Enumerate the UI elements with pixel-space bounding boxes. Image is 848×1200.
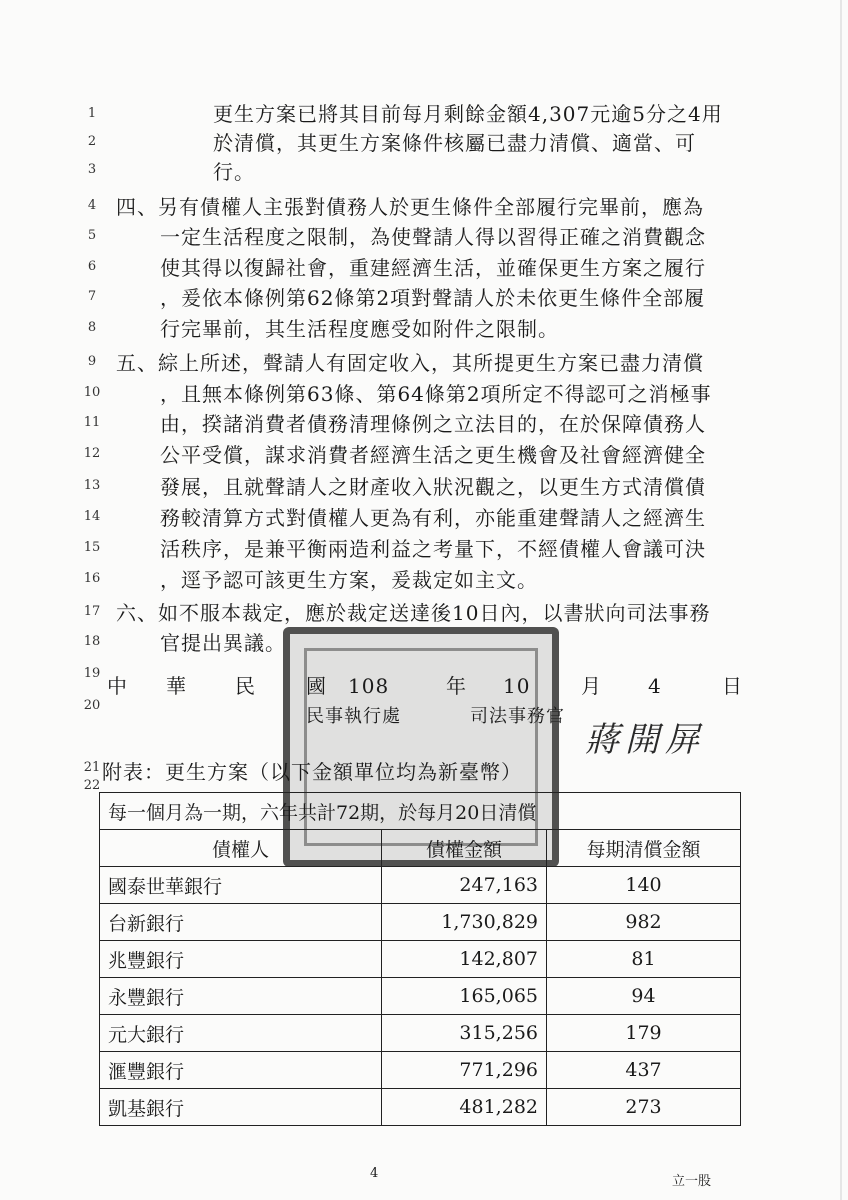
table-header-row (100, 830, 741, 867)
page-number: 4 (370, 1166, 379, 1181)
header-amount: 債權金額 (382, 830, 547, 867)
line-number: 15 (83, 540, 101, 555)
date-year-unit: 年 (446, 674, 467, 698)
department-label: 立一股 (672, 1174, 712, 1189)
line-number: 16 (83, 571, 101, 586)
line-number: 7 (87, 289, 97, 304)
table-caption-row (100, 793, 741, 830)
payment-cell: 437 (547, 1052, 741, 1089)
body-line: 更生方案已將其目前每月剩餘金額4,307元逾5分之4用 (213, 102, 723, 126)
creditor-cell: 元大銀行 (100, 1015, 382, 1052)
line-number: 8 (87, 320, 97, 335)
appendix-title: 附表：更生方案（以下金額單位均為新臺幣） (102, 760, 522, 784)
body-line: 行。 (213, 160, 255, 184)
payment-cell: 179 (547, 1015, 741, 1052)
line-number: 12 (83, 446, 101, 461)
body-line: 使其得以復歸社會，重建經濟生活，並確保更生方案之履行 (160, 256, 706, 280)
amount-cell: 771,296 (382, 1052, 547, 1089)
creditor-cell: 滙豐銀行 (100, 1052, 382, 1089)
repayment-plan-table (99, 792, 741, 1126)
signature-office: 民事執行處 (306, 706, 401, 727)
line-number: 20 (83, 698, 101, 713)
line-number: 9 (87, 354, 97, 369)
amount-cell: 315,256 (382, 1015, 547, 1052)
amount-cell: 165,065 (382, 978, 547, 1015)
body-line: 由，揆諸消費者債務清理條例之立法目的，在於保障債務人 (160, 412, 706, 436)
payment-cell: 94 (547, 978, 741, 1015)
creditor-cell: 台新銀行 (100, 904, 382, 941)
line-number: 11 (83, 415, 101, 430)
table-row (100, 904, 741, 941)
line-number: 18 (83, 634, 101, 649)
body-line: 公平受償，謀求消費者經濟生活之更生機會及社會經濟健全 (160, 443, 706, 467)
table-row (100, 1089, 741, 1126)
paragraph-six-heading-line: 六、如不服本裁定，應於裁定送達後10日內，以書狀向司法事務 (116, 601, 711, 625)
signature-title: 司法事務官 (470, 706, 565, 727)
payment-cell: 273 (547, 1089, 741, 1126)
date-day-unit: 日 (722, 674, 743, 698)
table-caption: 每一個月為一期，六年共計72期，於每月20日清償 (100, 793, 741, 830)
body-line: 行完畢前，其生活程度應受如附件之限制。 (160, 317, 559, 341)
line-number: 13 (83, 478, 101, 493)
line-number: 1 (87, 106, 97, 121)
line-number: 2 (87, 134, 97, 149)
handwritten-signature: 蔣開屏 (585, 720, 705, 760)
line-number: 5 (87, 228, 97, 243)
creditor-cell: 凱基銀行 (100, 1089, 382, 1126)
amount-cell: 481,282 (382, 1089, 547, 1126)
body-line: ，逕予認可該更生方案，爰裁定如主文。 (160, 568, 538, 592)
table-row (100, 867, 741, 904)
table-row (100, 978, 741, 1015)
date-month: 10 (503, 674, 531, 698)
date-char: 中 (107, 674, 128, 698)
payment-cell: 81 (547, 941, 741, 978)
header-payment: 每期清償金額 (547, 830, 741, 867)
page-edge (840, 0, 842, 1200)
body-line: ，爰依本條例第62條第2項對聲請人於未依更生條件全部履 (160, 286, 706, 310)
line-number: 19 (83, 666, 101, 681)
body-line: 發展，且就聲請人之財產收入狀況觀之，以更生方式清償債 (160, 475, 706, 499)
header-creditor: 債權人 (100, 830, 382, 867)
line-number: 3 (87, 162, 97, 177)
creditor-cell: 兆豐銀行 (100, 941, 382, 978)
creditor-cell: 永豐銀行 (100, 978, 382, 1015)
date-char: 國 (306, 674, 327, 698)
body-line: 一定生活程度之限制，為使聲請人得以習得正確之消費觀念 (160, 225, 706, 249)
table-row (100, 1015, 741, 1052)
date-char: 華 (166, 674, 187, 698)
payment-cell: 140 (547, 867, 741, 904)
table-row (100, 941, 741, 978)
line-number: 14 (83, 509, 101, 524)
line-number: 22 (83, 778, 101, 793)
creditor-cell: 國泰世華銀行 (100, 867, 382, 904)
line-number: 6 (87, 259, 97, 274)
line-number: 10 (83, 385, 101, 400)
body-line: 於清償，其更生方案條件核屬已盡力清償、適當、可 (213, 131, 696, 155)
date-char: 民 (235, 674, 256, 698)
date-day: 4 (648, 674, 662, 698)
body-line: ，且無本條例第63條、第64條第2項所定不得認可之消極事 (160, 382, 712, 406)
payment-cell: 982 (547, 904, 741, 941)
paragraph-five-heading-line: 五、綜上所述，聲請人有固定收入，其所提更生方案已盡力清償 (116, 351, 704, 375)
amount-cell: 247,163 (382, 867, 547, 904)
date-year: 108 (348, 674, 390, 698)
body-line: 活秩序，是兼平衡兩造利益之考量下，不經債權人會議可決 (160, 537, 706, 561)
paragraph-four-heading-line: 四、另有債權人主張對債務人於更生條件全部履行完畢前，應為 (116, 195, 704, 219)
body-line: 官提出異議。 (160, 631, 286, 655)
amount-cell: 142,807 (382, 941, 547, 978)
amount-cell: 1,730,829 (382, 904, 547, 941)
body-line: 務較清算方式對債權人更為有利，亦能重建聲請人之經濟生 (160, 506, 706, 530)
line-number: 21 (83, 760, 101, 775)
line-number: 4 (87, 198, 97, 213)
date-month-unit: 月 (581, 674, 602, 698)
line-number: 17 (83, 604, 101, 619)
table-row (100, 1052, 741, 1089)
